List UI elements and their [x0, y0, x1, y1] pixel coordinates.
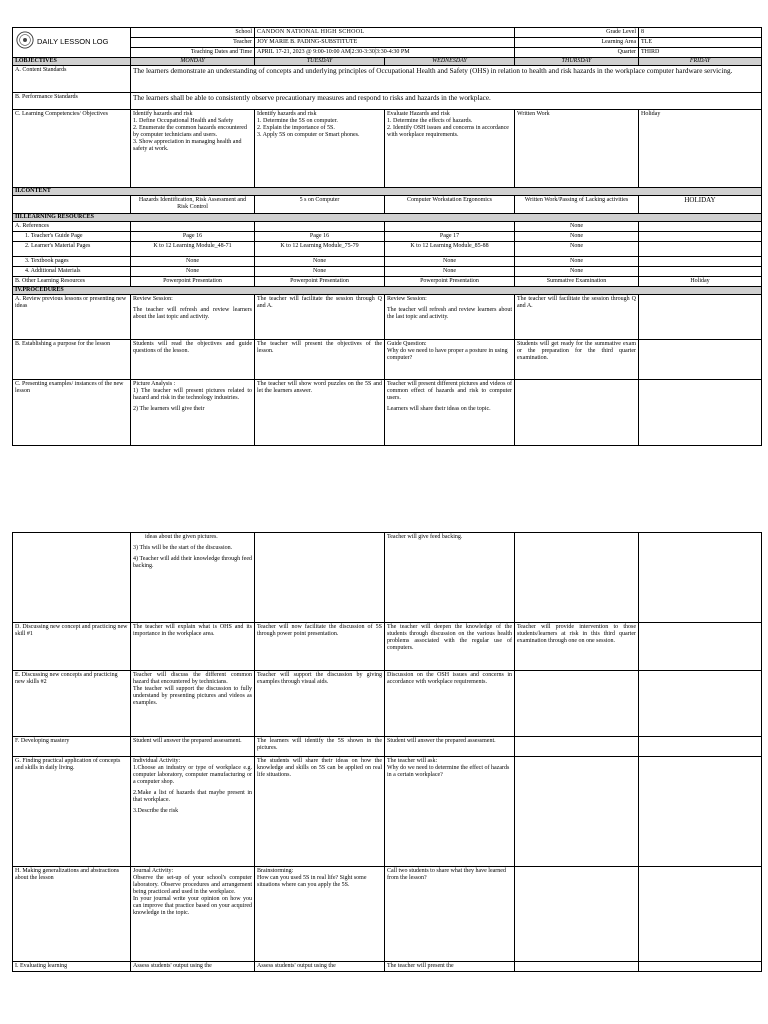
lesson-log-page-1 — [12, 27, 762, 446]
proc-d-wednesday: The teacher will deepen the knowledge of the students through discussion on the various health problems associated with the regular use of computers. — [385, 623, 515, 671]
proc-c-friday — [639, 380, 762, 446]
proc-e-wednesday: Discussion on the OSH issues and concerns in accordance with workplace requirements. — [385, 671, 515, 737]
proc-c-monday: Picture Analysis : 1) The teacher will present pictures related to hazard and risk in the technology industries. 2) The learners will give their — [131, 380, 255, 446]
other-thursday: Summative Examination — [515, 277, 639, 287]
proc-c-thursday — [515, 380, 639, 446]
section-objectives: I.OBJECTIVES — [13, 58, 131, 66]
proc-c-wednesday: Teacher will present different pictures and videos of common effect of hazards and risk to computer users. Learners will share their ideas on the topic. — [385, 380, 515, 446]
quarter-value: THIRD — [639, 48, 762, 58]
lesson-log-page-2 — [12, 532, 762, 972]
proc-b-thursday: Students will get ready for the summative exam or the preparation for the third quarter examination. — [515, 340, 639, 380]
proc-a-friday — [639, 295, 762, 340]
proc-d-friday — [639, 623, 762, 671]
proc-b-wednesday: Guide Question: Why do we need to have proper a posture in using computer? — [385, 340, 515, 380]
school-value: CANDON NATIONAL HIGH SCHOOL — [255, 28, 515, 38]
additional-wednesday: None — [385, 267, 515, 277]
competencies-label: C. Learning Competencies/ Objectives — [13, 110, 131, 188]
content-tuesday: 5 s on Computer — [255, 196, 385, 214]
lm-wednesday: K to 12 Learning Module_85-88 — [385, 242, 515, 257]
proc-c-tuesday-cont — [255, 533, 385, 623]
learning-area-label: Learning Area — [515, 38, 639, 48]
school-label: School — [131, 28, 255, 38]
other-resources-label: B. Other Learning Resources — [13, 277, 131, 287]
day-friday: FRIDAY — [639, 58, 762, 66]
proc-a-wednesday: Review Session: The teacher will refresh and review learners about the last topic and activity. — [385, 295, 515, 340]
lm-label: 2. Learner's Material Pages — [13, 242, 131, 257]
proc-g-monday: Individual Activity: 1.Choose an industry or type of workplace e.g. computer laboratory, computer manufacturing or a computer shop. 2.Make a list of hazards that maybe present in that workplace. 3.Describe the risk — [131, 757, 255, 867]
grade-level-label: Grade Level — [515, 28, 639, 38]
additional-tuesday: None — [255, 267, 385, 277]
tg-tuesday: Page 16 — [255, 232, 385, 242]
proc-e-monday: Teacher will discuss the different common hazard that encountered by technicians. The teacher will support the discussion to fully understand by presenting pictures and videos as examples. — [131, 671, 255, 737]
proc-g-tuesday: The students will share their ideas on how the knowledge and skills on 5S can be applied on real life situations. — [255, 757, 385, 867]
competencies-wednesday: Evaluate Hazards and risk 1. Determine the effects of hazards. 2. Identify OSH issues and concerns in accordance with workplace requirements. — [385, 110, 515, 188]
lm-monday: K to 12 Learning Module_48-71 — [131, 242, 255, 257]
proc-e-label: E. Discussing new concepts and practicing new skills #2 — [13, 671, 131, 737]
header-logo-cell — [13, 28, 131, 58]
proc-a-monday: Review Session: The teacher will refresh and review learners about the last topic and activity. — [131, 295, 255, 340]
lm-friday — [639, 242, 762, 257]
proc-c-label-cont — [13, 533, 131, 623]
tg-monday: Page 16 — [131, 232, 255, 242]
content-thursday: Written Work/Passing of Lacking activities — [515, 196, 639, 214]
proc-h-wednesday: Call two students to share what they have learned from the lesson? — [385, 867, 515, 962]
references-label: A. References — [13, 222, 131, 232]
proc-d-thursday: Teacher will provide intervention to those students/learners at risk in this third quarter examination through one on one session. — [515, 623, 639, 671]
tg-wednesday: Page 17 — [385, 232, 515, 242]
day-wednesday: WEDNESDAY — [385, 58, 515, 66]
dates-value: APRIL 17-21, 2023 @ 9:00-10:00 AM|2:30-3:30|3:30-4:30 PM — [255, 48, 515, 58]
proc-a-thursday: The teacher will facilitate the session through Q and A. — [515, 295, 639, 340]
proc-g-wednesday: The teacher will ask: Why do we need to determine the effect of hazards in a certain workplace? — [385, 757, 515, 867]
grade-level-value: 8 — [639, 28, 762, 38]
additional-monday: None — [131, 267, 255, 277]
proc-d-monday: The teacher will explain what is OHS and its importance in the workplace area. — [131, 623, 255, 671]
proc-f-tuesday: The learners will identify the 5S shown in the pictures. — [255, 737, 385, 757]
proc-i-label: I. Evaluating learning — [13, 962, 131, 972]
textbook-wednesday: None — [385, 257, 515, 267]
tg-label: 1. Teacher's Guide Page — [13, 232, 131, 242]
textbook-friday — [639, 257, 762, 267]
content-wednesday: Computer Workstation Ergonomics — [385, 196, 515, 214]
proc-h-monday: Journal Activity: Observe the set-up of your school's computer laboratory. Observe procedures and arrangement being practiced and used in the workplace. In your journal write your opinion on how you can improve that practice based on your acquired knowledge in the topic. — [131, 867, 255, 962]
proc-i-tuesday: Assess students' output using the — [255, 962, 385, 972]
content-friday: HOLIDAY — [639, 196, 762, 214]
day-tuesday: TUESDAY — [255, 58, 385, 66]
textbook-thursday: None — [515, 257, 639, 267]
textbook-tuesday: None — [255, 257, 385, 267]
day-monday: MONDAY — [131, 58, 255, 66]
teacher-label: Teacher — [131, 38, 255, 48]
proc-b-monday: Students will read the objectives and guide questions of the lesson. — [131, 340, 255, 380]
proc-c-label: C. Presenting examples/ instances of the new lesson — [13, 380, 131, 446]
proc-f-friday — [639, 737, 762, 757]
proc-i-friday — [639, 962, 762, 972]
tg-thursday: None — [515, 232, 639, 242]
performance-standards-label: B. Performance Standards — [13, 93, 131, 110]
proc-g-friday — [639, 757, 762, 867]
competencies-friday: Holiday — [639, 110, 762, 188]
other-friday: Holiday — [639, 277, 762, 287]
content-standards-label: A. Content Standards — [13, 66, 131, 93]
proc-g-label: G. Finding practical application of concepts and skills in daily living. — [13, 757, 131, 867]
proc-f-wednesday: Student will answer the prepared assessment. — [385, 737, 515, 757]
other-monday: Powerpoint Presentation — [131, 277, 255, 287]
other-wednesday: Powerpoint Presentation — [385, 277, 515, 287]
proc-c-tuesday: The teacher will show word puzzles on the 5S and let the learners answer. — [255, 380, 385, 446]
proc-b-tuesday: The teacher will present the objectives of the lesson. — [255, 340, 385, 380]
proc-i-wednesday: The teacher will present the — [385, 962, 515, 972]
deped-seal-icon — [16, 31, 34, 49]
proc-b-friday — [639, 340, 762, 380]
teacher-value: JOY MARIE B. PADING-SUBSTITUTE — [255, 38, 515, 48]
learning-area-value: TLE — [639, 38, 762, 48]
proc-i-monday: Assess students' output using the — [131, 962, 255, 972]
textbook-monday: None — [131, 257, 255, 267]
additional-thursday: None — [515, 267, 639, 277]
competencies-tuesday: Identify hazards and risk 1. Determine the 5S on computer. 2. Explain the importance of 5S. 3. Apply 5S on computer or Smart phones. — [255, 110, 385, 188]
proc-h-thursday — [515, 867, 639, 962]
content-label-spacer — [13, 196, 131, 214]
proc-e-friday — [639, 671, 762, 737]
competencies-monday: Identify hazards and risk 1. Define Occupational Health and Safety 2. Enumerate the common hazards encountered by computer technicians and users. 3. Show appreciation in managing health and safety at work. — [131, 110, 255, 188]
proc-b-label: B. Establishing a purpose for the lesson — [13, 340, 131, 380]
proc-e-tuesday: Teacher will support the discussion by giving examples through visual aids. — [255, 671, 385, 737]
quarter-label: Quarter — [515, 48, 639, 58]
proc-a-tuesday: The teacher will facilitate the session through Q and A. — [255, 295, 385, 340]
proc-h-label: H. Making generalizations and abstractions about the lesson — [13, 867, 131, 962]
proc-d-label: D. Discussing new concept and practicing new skill #1 — [13, 623, 131, 671]
proc-a-label: A. Review previous lessons or presenting new ideas — [13, 295, 131, 340]
references-thursday: None — [515, 222, 639, 232]
proc-f-label: F. Developing mastery — [13, 737, 131, 757]
proc-c-thursday-cont — [515, 533, 639, 623]
proc-e-thursday — [515, 671, 639, 737]
competencies-thursday: Written Work — [515, 110, 639, 188]
proc-c-wednesday-cont: Teacher will give feed backing. — [385, 533, 515, 623]
additional-friday — [639, 267, 762, 277]
tg-friday — [639, 232, 762, 242]
lm-thursday: None — [515, 242, 639, 257]
day-thursday: THURSDAY — [515, 58, 639, 66]
dll-title: DAILY LESSON LOG — [37, 37, 109, 46]
proc-h-friday — [639, 867, 762, 962]
section-procedures: IV.PROCEDURES — [13, 287, 762, 295]
other-tuesday: Powerpoint Presentation — [255, 277, 385, 287]
proc-f-monday: Student will answer the prepared assessment. — [131, 737, 255, 757]
content-monday: Hazards Identification, Risk Assessment and Risk Control — [131, 196, 255, 214]
section-resources: III.LEARNING RESOURCES — [13, 214, 762, 222]
proc-c-friday-cont — [639, 533, 762, 623]
lm-tuesday: K to 12 Learning Module_75-79 — [255, 242, 385, 257]
proc-h-tuesday: Brainstorming: How can you used 5S in real life? Sight some situations where can you apply the 5S. — [255, 867, 385, 962]
proc-f-thursday — [515, 737, 639, 757]
content-standards-value: The learners demonstrate an understanding of concepts and underlying principles of Occupational Health and Safety (OHS) in relation to health and risk hazards in the workplace computer hardware servicing. — [131, 66, 762, 93]
dates-label: Teaching Dates and Time — [131, 48, 255, 58]
proc-c-monday-cont: ideas about the given pictures. 3) This will be the start of the discussion. 4) Teacher will add their knowledge through feed backing. — [131, 533, 255, 623]
performance-standards-value: The learners shall be able to consistently observe precautionary measures and respond to risks and hazards in the workplace. — [131, 93, 762, 110]
additional-label: 4. Additional Materials — [13, 267, 131, 277]
proc-g-thursday — [515, 757, 639, 867]
section-content: II.CONTENT — [13, 188, 762, 196]
proc-i-thursday — [515, 962, 639, 972]
proc-d-tuesday: Teacher will now facilitate the discussion of 5S through power point presentation. — [255, 623, 385, 671]
textbook-label: 3. Textbook pages — [13, 257, 131, 267]
